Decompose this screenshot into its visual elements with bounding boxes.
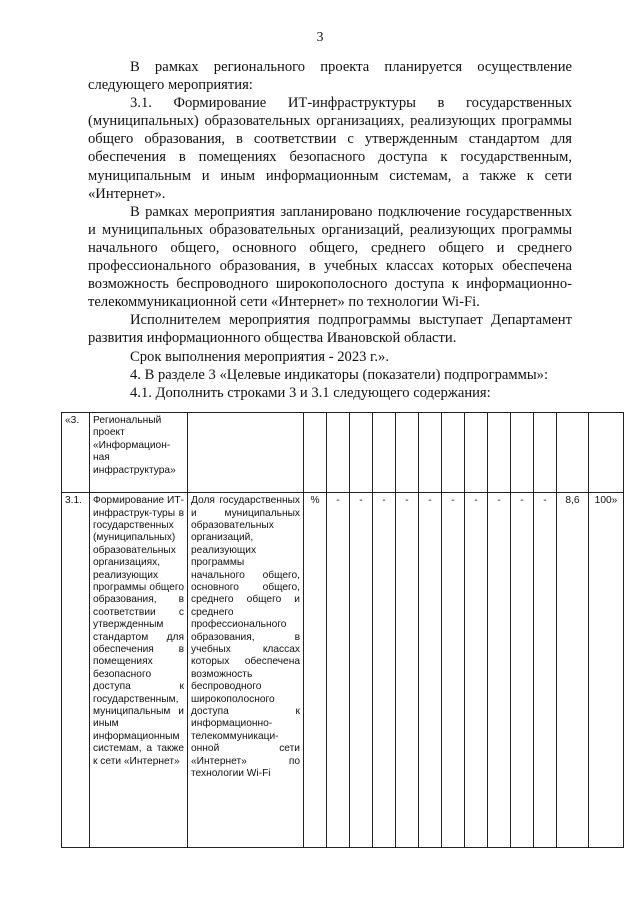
value-cell: - (488, 493, 511, 848)
indicators-table (61, 412, 624, 848)
value-cell: - (511, 493, 534, 848)
body-text (88, 58, 572, 402)
paragraph: Срок выполнения мероприятия - 2023 г.». (130, 348, 389, 365)
empty-cell (534, 413, 557, 493)
empty-cell (304, 413, 327, 493)
value-cell: - (327, 493, 350, 848)
table-row (62, 493, 624, 848)
row-number-cell: 3.1. (62, 493, 90, 848)
paragraph: 4. В разделе 3 «Целевые индикаторы (показатели) подпрограммы»: (130, 366, 548, 383)
empty-cell (557, 413, 589, 493)
paragraph: 4.1. Дополнить строками 3 и 3.1 следующего содержания: (130, 384, 491, 401)
empty-cell (350, 413, 373, 493)
empty-cell (511, 413, 534, 493)
paragraph: 3.1. Формирование ИТ-инфраструктуры в государственных (муниципальных) образовательных организациях, реализующих программы общего образования, в соответствии с утвержденным стандартом для обеспечения в помещениях безопасного доступа к государственным, муниципальным и иным информационным системам, а также к сети «Интернет». (88, 95, 572, 202)
paragraph: Исполнителем мероприятия подпрограммы выступает Департамент развития информационного общества Ивановской области. (88, 312, 572, 347)
empty-cell (419, 413, 442, 493)
measure-name-cell: Формирование ИТ-инфраструк-туры в государственных (муниципальных) образовательных организациях, реализующих программы общего образования, в соответствии с утвержденным стандартом для обеспечения в помещениях безопасного доступа к государственным, муниципальным и иным информационным системам, а также к сети «Интернет» (90, 493, 188, 848)
value-cell: - (442, 493, 465, 848)
empty-cell (589, 413, 624, 493)
paragraph: В рамках мероприятия запланировано подключение государственных и муниципальных образовательных организаций, реализующих программы начального общего, основного общего, среднего общего и среднего профессионального образования, в учебных классах которых обеспечена возможность беспроводного широкополосного доступа к информационно-телекоммуникационной сети «Интернет» по технологии Wi-Fi. (88, 203, 572, 311)
unit-cell: % (304, 493, 327, 848)
empty-cell (465, 413, 488, 493)
value-cell: - (534, 493, 557, 848)
empty-cell (488, 413, 511, 493)
project-name-cell: Региональный проект «Информацион-ная инфраструктура» (90, 413, 188, 493)
empty-cell (442, 413, 465, 493)
table-row (62, 413, 624, 493)
value-cell: - (373, 493, 396, 848)
value-cell: - (419, 493, 442, 848)
empty-cell (327, 413, 350, 493)
row-number-cell: «3. (62, 413, 90, 493)
empty-cell (373, 413, 396, 493)
value-cell: - (465, 493, 488, 848)
value-cell: - (396, 493, 419, 848)
value-cell: - (350, 493, 373, 848)
indicator-name-cell: Доля государственных и муниципальных образовательных организаций, реализующих программы начального общего, основного общего, среднего общего и среднего профессионального образования, в учебных классах которых обеспечена возможность беспроводного широкополосного доступа к информационно-телекоммуникаци-онной сети «Интернет» по технологии Wi-Fi (188, 493, 304, 848)
value-cell: 8,6 (557, 493, 589, 848)
empty-cell (396, 413, 419, 493)
paragraph: В рамках регионального проекта планируется осуществление следующего мероприятия: (88, 59, 572, 94)
page-number: 3 (316, 30, 324, 45)
empty-cell (188, 413, 304, 493)
value-cell: 100» (589, 493, 624, 848)
